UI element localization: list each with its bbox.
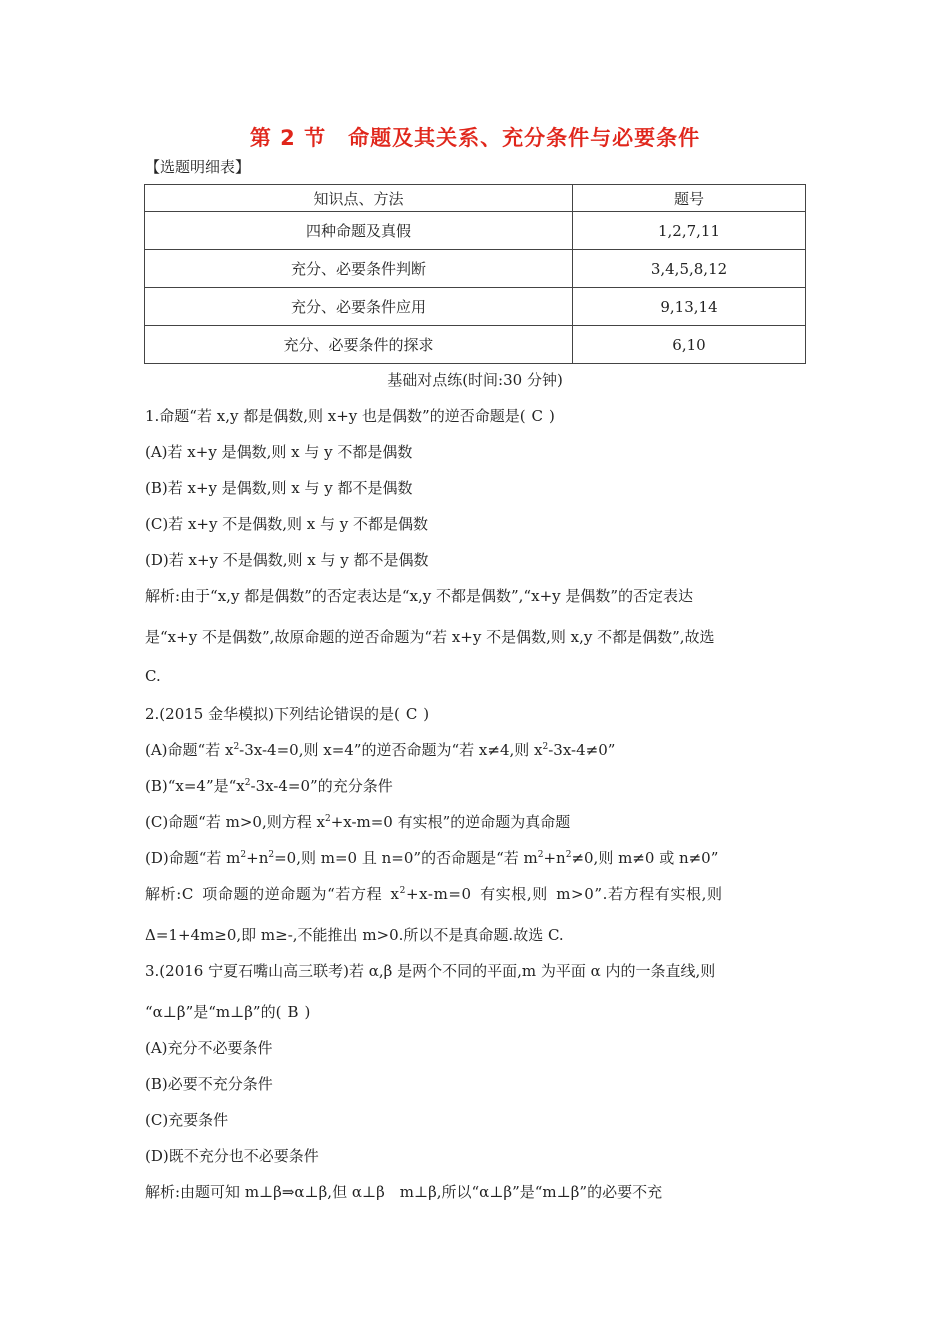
q2-analysis-line: Δ=1+4m≥0,即 m≥-,不能推出 m>0.所以不是真命题.故选 C. — [145, 926, 564, 944]
q2-option-c-part: +x-m=0 有实根”的逆命题为真命题 — [330, 813, 571, 831]
q3-option-c: (C)充要条件 — [145, 1111, 229, 1129]
q1-analysis-line: C. — [145, 667, 161, 685]
table-cell-numbers: 9,13,14 — [573, 288, 806, 326]
q2-option-d-part: =0,则 m=0 且 n=0”的否命题是“若 m — [274, 849, 538, 867]
q3-close: ) — [304, 1003, 311, 1021]
table-row — [145, 212, 806, 250]
q1-option-a: (A)若 x+y 是偶数,则 x 与 y 不都是偶数 — [145, 443, 413, 461]
table-cell-numbers: 6,10 — [573, 326, 806, 364]
q3-analysis-line: 解析:由题可知 m⊥β⇒α⊥β,但 α⊥β m⊥β,所以“α⊥β”是“m⊥β”的必要不充 — [145, 1183, 663, 1201]
q3-stem: 3.(2016 宁夏石嘴山高三联考)若 α,β 是两个不同的平面,m 为平面 α 内的一条直线,则 — [145, 962, 716, 980]
q1-option-c: (C)若 x+y 不是偶数,则 x 与 y 不都是偶数 — [145, 515, 428, 533]
q2-answer: C — [405, 705, 418, 723]
table-caption: 【选题明细表】 — [145, 158, 251, 176]
q1-analysis-line: 是“x+y 不是偶数”,故原命题的逆否命题为“若 x+y 不是偶数,则 x,y 不都是偶数”,故选 — [145, 628, 715, 646]
table-cell-topic: 充分、必要条件判断 — [145, 250, 573, 288]
q2-option-a — [145, 739, 615, 760]
table-row — [145, 288, 806, 326]
table-cell-numbers: 1,2,7,11 — [573, 212, 806, 250]
q2-option-b-part: -3x-4=0”的充分条件 — [250, 777, 393, 795]
superscript-2: 2 — [537, 850, 544, 860]
q2-option-b — [145, 775, 393, 796]
q2-option-b-part: (B)“x=4”是“x — [145, 777, 245, 795]
table-cell-topic: 充分、必要条件应用 — [145, 288, 573, 326]
q2-close: ) — [423, 705, 430, 723]
q3-stem-continued — [145, 1001, 310, 1022]
q2-analysis-part: +x-m=0 有实根,则 m>0”.若方程有实根,则 — [405, 885, 723, 903]
table-cell-numbers: 3,4,5,8,12 — [573, 250, 806, 288]
practice-heading: 基础对点练(时间:30 分钟) — [387, 371, 563, 389]
q1-stem-text: 1.命题“若 x,y 都是偶数,则 x+y 也是偶数”的逆否命题是( — [145, 407, 526, 425]
q2-option-d-part: ≠0,则 m≠0 或 n≠0” — [571, 849, 719, 867]
table-cell-topic: 四种命题及真假 — [145, 212, 573, 250]
table-row — [145, 326, 806, 364]
q3-option-a: (A)充分不必要条件 — [145, 1039, 273, 1057]
superscript-2: 2 — [565, 850, 572, 860]
header-question-no: 题号 — [573, 185, 806, 212]
superscript-2: 2 — [268, 850, 275, 860]
table-row — [145, 250, 806, 288]
q2-stem — [145, 703, 429, 724]
q2-option-d-part: +n — [246, 849, 269, 867]
q2-option-a-part: -3x-4≠0” — [548, 741, 616, 759]
superscript-2: 2 — [244, 778, 251, 788]
q2-analysis-part: 解析:C 项命题的逆命题为“若方程 x — [145, 885, 400, 903]
q3-option-d: (D)既不充分也不必要条件 — [145, 1147, 319, 1165]
q2-option-d-part: (D)命题“若 m — [145, 849, 241, 867]
q1-option-b: (B)若 x+y 是偶数,则 x 与 y 都不是偶数 — [145, 479, 413, 497]
table-header-row — [145, 185, 806, 212]
header-topic: 知识点、方法 — [145, 185, 573, 212]
superscript-2: 2 — [324, 814, 331, 824]
q2-option-d-part: +n — [543, 849, 566, 867]
q2-option-d — [145, 847, 718, 868]
q3-answer: B — [287, 1003, 299, 1021]
q2-analysis-line — [145, 883, 723, 904]
q1-analysis-line: 解析:由于“x,y 都是偶数”的否定表达是“x,y 不都是偶数”,“x+y 是偶数”的否定表达 — [145, 587, 694, 605]
table-cell-topic: 充分、必要条件的探求 — [145, 326, 573, 364]
q2-option-a-part: -3x-4=0,则 x=4”的逆否命题为“若 x≠4,则 x — [239, 741, 543, 759]
q3-stem-text: “α⊥β”是“m⊥β”的( — [145, 1003, 282, 1021]
q2-stem-text: 2.(2015 金华模拟)下列结论错误的是( — [145, 705, 400, 723]
q2-option-c-part: (C)命题“若 m>0,则方程 x — [145, 813, 325, 831]
q2-option-c — [145, 811, 570, 832]
q2-option-a-part: (A)命题“若 x — [145, 741, 234, 759]
topic-table — [144, 184, 806, 364]
superscript-2: 2 — [399, 886, 406, 896]
superscript-2: 2 — [542, 742, 549, 752]
q1-answer: C — [531, 407, 544, 425]
q1-stem — [145, 405, 555, 426]
page-title: 第 2 节 命题及其关系、充分条件与必要条件 — [249, 126, 701, 150]
q1-close: ) — [549, 407, 555, 425]
q3-option-b: (B)必要不充分条件 — [145, 1075, 273, 1093]
superscript-2: 2 — [240, 850, 247, 860]
q1-option-d: (D)若 x+y 不是偶数,则 x 与 y 都不是偶数 — [145, 551, 429, 569]
superscript-2: 2 — [233, 742, 240, 752]
